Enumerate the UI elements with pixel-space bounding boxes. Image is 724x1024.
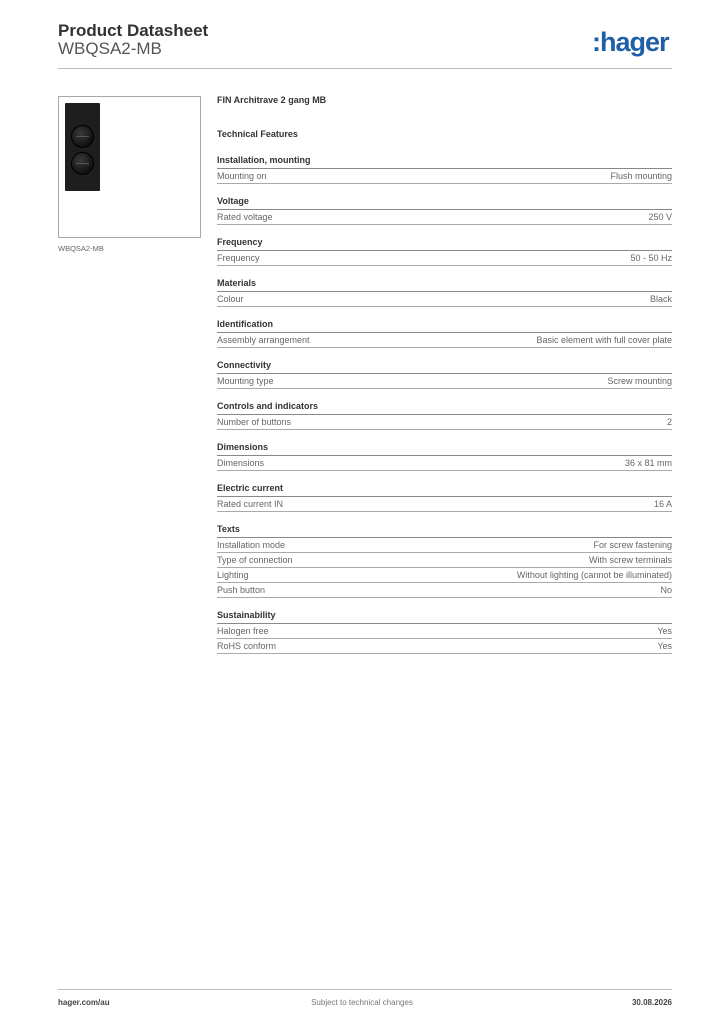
header-divider (58, 68, 672, 69)
spec-group-title: Materials (217, 278, 672, 292)
spec-row (217, 416, 672, 430)
spec-row (217, 498, 672, 512)
spec-value: Yes (657, 626, 672, 636)
spec-group-title: Sustainability (217, 610, 672, 624)
spec-label: Push button (217, 585, 266, 595)
switch-button-top (71, 125, 94, 148)
spec-group-title: Voltage (217, 196, 672, 210)
footer-date: 30.08.2026 (631, 998, 672, 1007)
product-image-frame (58, 96, 201, 238)
footer-notice: Subject to technical changes (311, 998, 413, 1007)
spec-label: Halogen free (217, 626, 269, 636)
spec-value: 16 A (653, 499, 672, 509)
spec-value: 50 - 50 Hz (630, 253, 672, 263)
spec-label: Mounting on (217, 171, 267, 181)
spec-group-title: Controls and indicators (217, 401, 672, 415)
spec-value: Yes (657, 641, 672, 651)
spec-label: Colour (217, 294, 244, 304)
spec-row (217, 569, 672, 583)
product-image-caption: WBQSA2-MB (58, 244, 104, 253)
spec-value: 250 V (648, 212, 672, 222)
spec-label: Mounting type (217, 376, 274, 386)
spec-row (217, 334, 672, 348)
spec-value: Flush mounting (610, 171, 672, 181)
spec-group-title: Electric current (217, 483, 672, 497)
spec-value: Basic element with full cover plate (536, 335, 672, 345)
spec-row (217, 170, 672, 184)
product-name: FIN Architrave 2 gang MB (217, 95, 327, 105)
spec-label: Installation mode (217, 540, 286, 550)
spec-row (217, 625, 672, 639)
switch-plate-image (65, 103, 100, 191)
spec-label: Type of connection (217, 555, 293, 565)
spec-value: 2 (666, 417, 672, 427)
spec-group-title: Identification (217, 319, 672, 333)
spec-label: Frequency (217, 253, 260, 263)
spec-value: Black (649, 294, 672, 304)
spec-row (217, 584, 672, 598)
footer-divider (58, 989, 672, 990)
page-title: Product Datasheet (58, 21, 209, 40)
spec-row (217, 554, 672, 568)
spec-row (217, 375, 672, 389)
spec-label: Assembly arrangement (217, 335, 310, 345)
spec-row (217, 457, 672, 471)
spec-label: Rated voltage (217, 212, 273, 222)
spec-label: Number of buttons (217, 417, 292, 427)
technical-features-heading: Technical Features (217, 129, 298, 139)
spec-row (217, 539, 672, 553)
spec-value: For screw fastening (593, 540, 672, 550)
spec-group-title: Connectivity (217, 360, 672, 374)
spec-group-title: Frequency (217, 237, 672, 251)
spec-row (217, 211, 672, 225)
switch-button-bottom (71, 152, 94, 175)
spec-group-title: Dimensions (217, 442, 672, 456)
spec-label: Lighting (217, 570, 249, 580)
product-code: WBQSA2-MB (58, 39, 162, 58)
spec-label: Dimensions (217, 458, 265, 468)
spec-row (217, 640, 672, 654)
spec-label: RoHS conform (217, 641, 277, 651)
spec-group-title: Texts (217, 524, 672, 538)
spec-section (217, 92, 672, 654)
spec-value: No (660, 585, 672, 595)
spec-value: Without lighting (cannot be illuminated) (516, 570, 672, 580)
spec-value: With screw terminals (588, 555, 672, 565)
hager-logo: :hager (592, 27, 669, 57)
spec-row (217, 293, 672, 307)
spec-row (217, 252, 672, 266)
spec-value: 36 x 81 mm (624, 458, 672, 468)
spec-value: Screw mounting (607, 376, 672, 386)
spec-groups (217, 155, 672, 654)
footer-website: hager.com/au (58, 998, 110, 1007)
spec-group-title: Installation, mounting (217, 155, 672, 169)
spec-label: Rated current IN (217, 499, 284, 509)
